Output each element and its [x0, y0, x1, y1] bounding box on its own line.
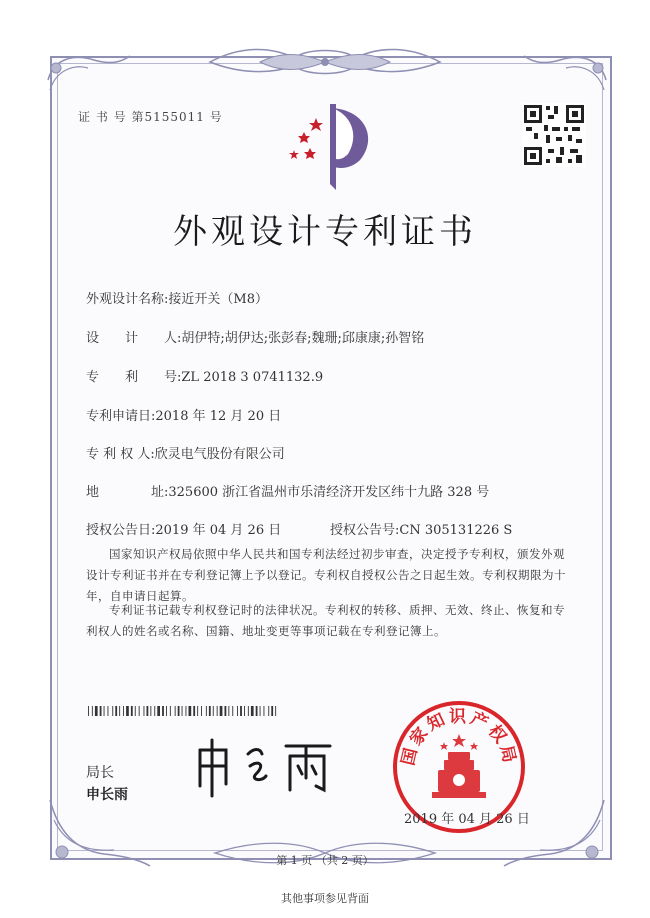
field-value: 2019 年 04 月 26 日: [155, 523, 282, 538]
field-filing-date: [86, 405, 281, 424]
barcode-bar: [147, 706, 149, 716]
barcode-bar: [154, 706, 155, 716]
barcode-bar: [217, 706, 218, 716]
top-ornament: [200, 44, 450, 80]
barcode-bar: [244, 706, 245, 716]
barcode-bar: [240, 706, 242, 716]
barcode-bar: [104, 706, 105, 716]
barcode-bar: [126, 706, 129, 716]
barcode-bar: [135, 706, 136, 716]
barcode-bar: [139, 706, 140, 716]
barcode-bar: [220, 706, 223, 716]
barcode-bar: [112, 706, 113, 716]
barcode-bar: [88, 706, 89, 716]
field-announcement-date: [86, 519, 281, 538]
field-value: ZL 2018 3 0741132.9: [181, 370, 324, 385]
barcode-bar: [248, 706, 249, 716]
field-patent-number: [86, 366, 323, 385]
barcode-bar: [115, 706, 117, 716]
barcode-bar: [275, 706, 276, 716]
barcode-bar: [251, 706, 254, 716]
field-label: 专 利 权 人:: [86, 447, 155, 462]
page-number: 第 1 页 （共 2 页）: [276, 854, 374, 867]
barcode-bar: [182, 706, 183, 716]
qr-code: [522, 103, 586, 167]
cnipa-logo: [280, 98, 380, 190]
field-value: 接近开关（M8）: [168, 292, 268, 307]
director-signature: [190, 736, 340, 798]
corner-ornament-tl: [44, 50, 134, 110]
field-label: 外观设计名称:: [86, 292, 169, 307]
barcode-bar: [193, 706, 195, 716]
field-value: 欣灵电气股份有限公司: [154, 447, 285, 462]
certificate-number: 证 书 号 第5155011 号: [78, 110, 223, 124]
barcode-bar: [119, 706, 120, 716]
barcode-bar: [186, 706, 187, 716]
field-label: 授权公告号:: [330, 523, 400, 538]
barcode-bar: [201, 706, 202, 716]
seal-date: 2019 年 04 月 26 日: [404, 812, 530, 827]
barcode-bar: [197, 706, 198, 716]
body-paragraph-2: 专利证书记载专利权登记时的法律状况。专利权的转移、质押、无效、终止、恢复和专利权人的姓名或名称、国籍、地址变更等事项记载在专利登记簿上。: [86, 603, 565, 638]
field-patentee: [86, 443, 285, 462]
field-value: 2018 年 12 月 20 日: [155, 409, 282, 424]
director-block: [86, 762, 128, 806]
field-label: 专利申请日:: [86, 409, 156, 424]
field-announcement-number: [330, 519, 512, 538]
field-value: CN 305131226 S: [399, 523, 513, 538]
barcode-bar: [209, 706, 211, 716]
barcode-bar: [189, 706, 192, 716]
barcode-bar: [150, 706, 151, 716]
field-address: [86, 481, 489, 500]
field-label: 设 计 人:: [86, 331, 182, 346]
barcode-bar: [237, 706, 238, 716]
barcode-bar: [162, 706, 164, 716]
director-name: 申长雨: [86, 787, 128, 803]
barcode-bar: [206, 706, 207, 716]
barcode-bar: [100, 706, 102, 716]
barcode-bar: [232, 706, 233, 716]
field-value: 胡伊特;胡伊达;张彭春;魏珊;邱康康;孙智铭: [181, 331, 425, 346]
barcode-bar: [175, 706, 176, 716]
field-label: 地 址:: [86, 485, 169, 500]
barcode: [88, 706, 280, 716]
barcode-bar: [256, 706, 258, 716]
barcode-bar: [157, 706, 160, 716]
field-label: 授权公告日:: [86, 523, 156, 538]
field-design-name: [86, 288, 268, 307]
field-value: 325600 浙江省温州市乐清经济开发区纬十九路 328 号: [168, 485, 490, 500]
footnote: 其他事项参见背面: [281, 892, 369, 905]
barcode-bar: [213, 706, 214, 716]
barcode-bar: [170, 706, 171, 716]
field-label: 专 利 号:: [86, 370, 182, 385]
body-paragraph-1: 国家知识产权局依照中华人民共和国专利法经过初步审查，决定授予专利权，颁发外观设计专利证书并在专利登记簿上予以登记。专利权自授权公告之日起生效。专利权期限为十年，自申请日起算。: [86, 547, 566, 603]
certificate-title: 外观设计专利证书: [173, 212, 477, 252]
corner-ornament-tr: [520, 50, 610, 110]
barcode-bar: [268, 706, 269, 716]
barcode-bar: [178, 706, 180, 716]
barcode-bar: [264, 706, 265, 716]
barcode-bar: [260, 706, 261, 716]
field-designers: [86, 327, 424, 346]
barcode-bar: [166, 706, 167, 716]
barcode-bar: [144, 706, 145, 716]
barcode-bar: [225, 706, 227, 716]
barcode-bar: [228, 706, 229, 716]
seal-text: 国家知识产权局: [398, 707, 520, 768]
barcode-bar: [271, 706, 273, 716]
barcode-bar: [95, 706, 98, 716]
barcode-bar: [92, 706, 93, 716]
director-title: 局长: [86, 765, 114, 781]
barcode-bar: [108, 706, 109, 716]
barcode-bar: [123, 706, 124, 716]
barcode-bar: [131, 706, 133, 716]
